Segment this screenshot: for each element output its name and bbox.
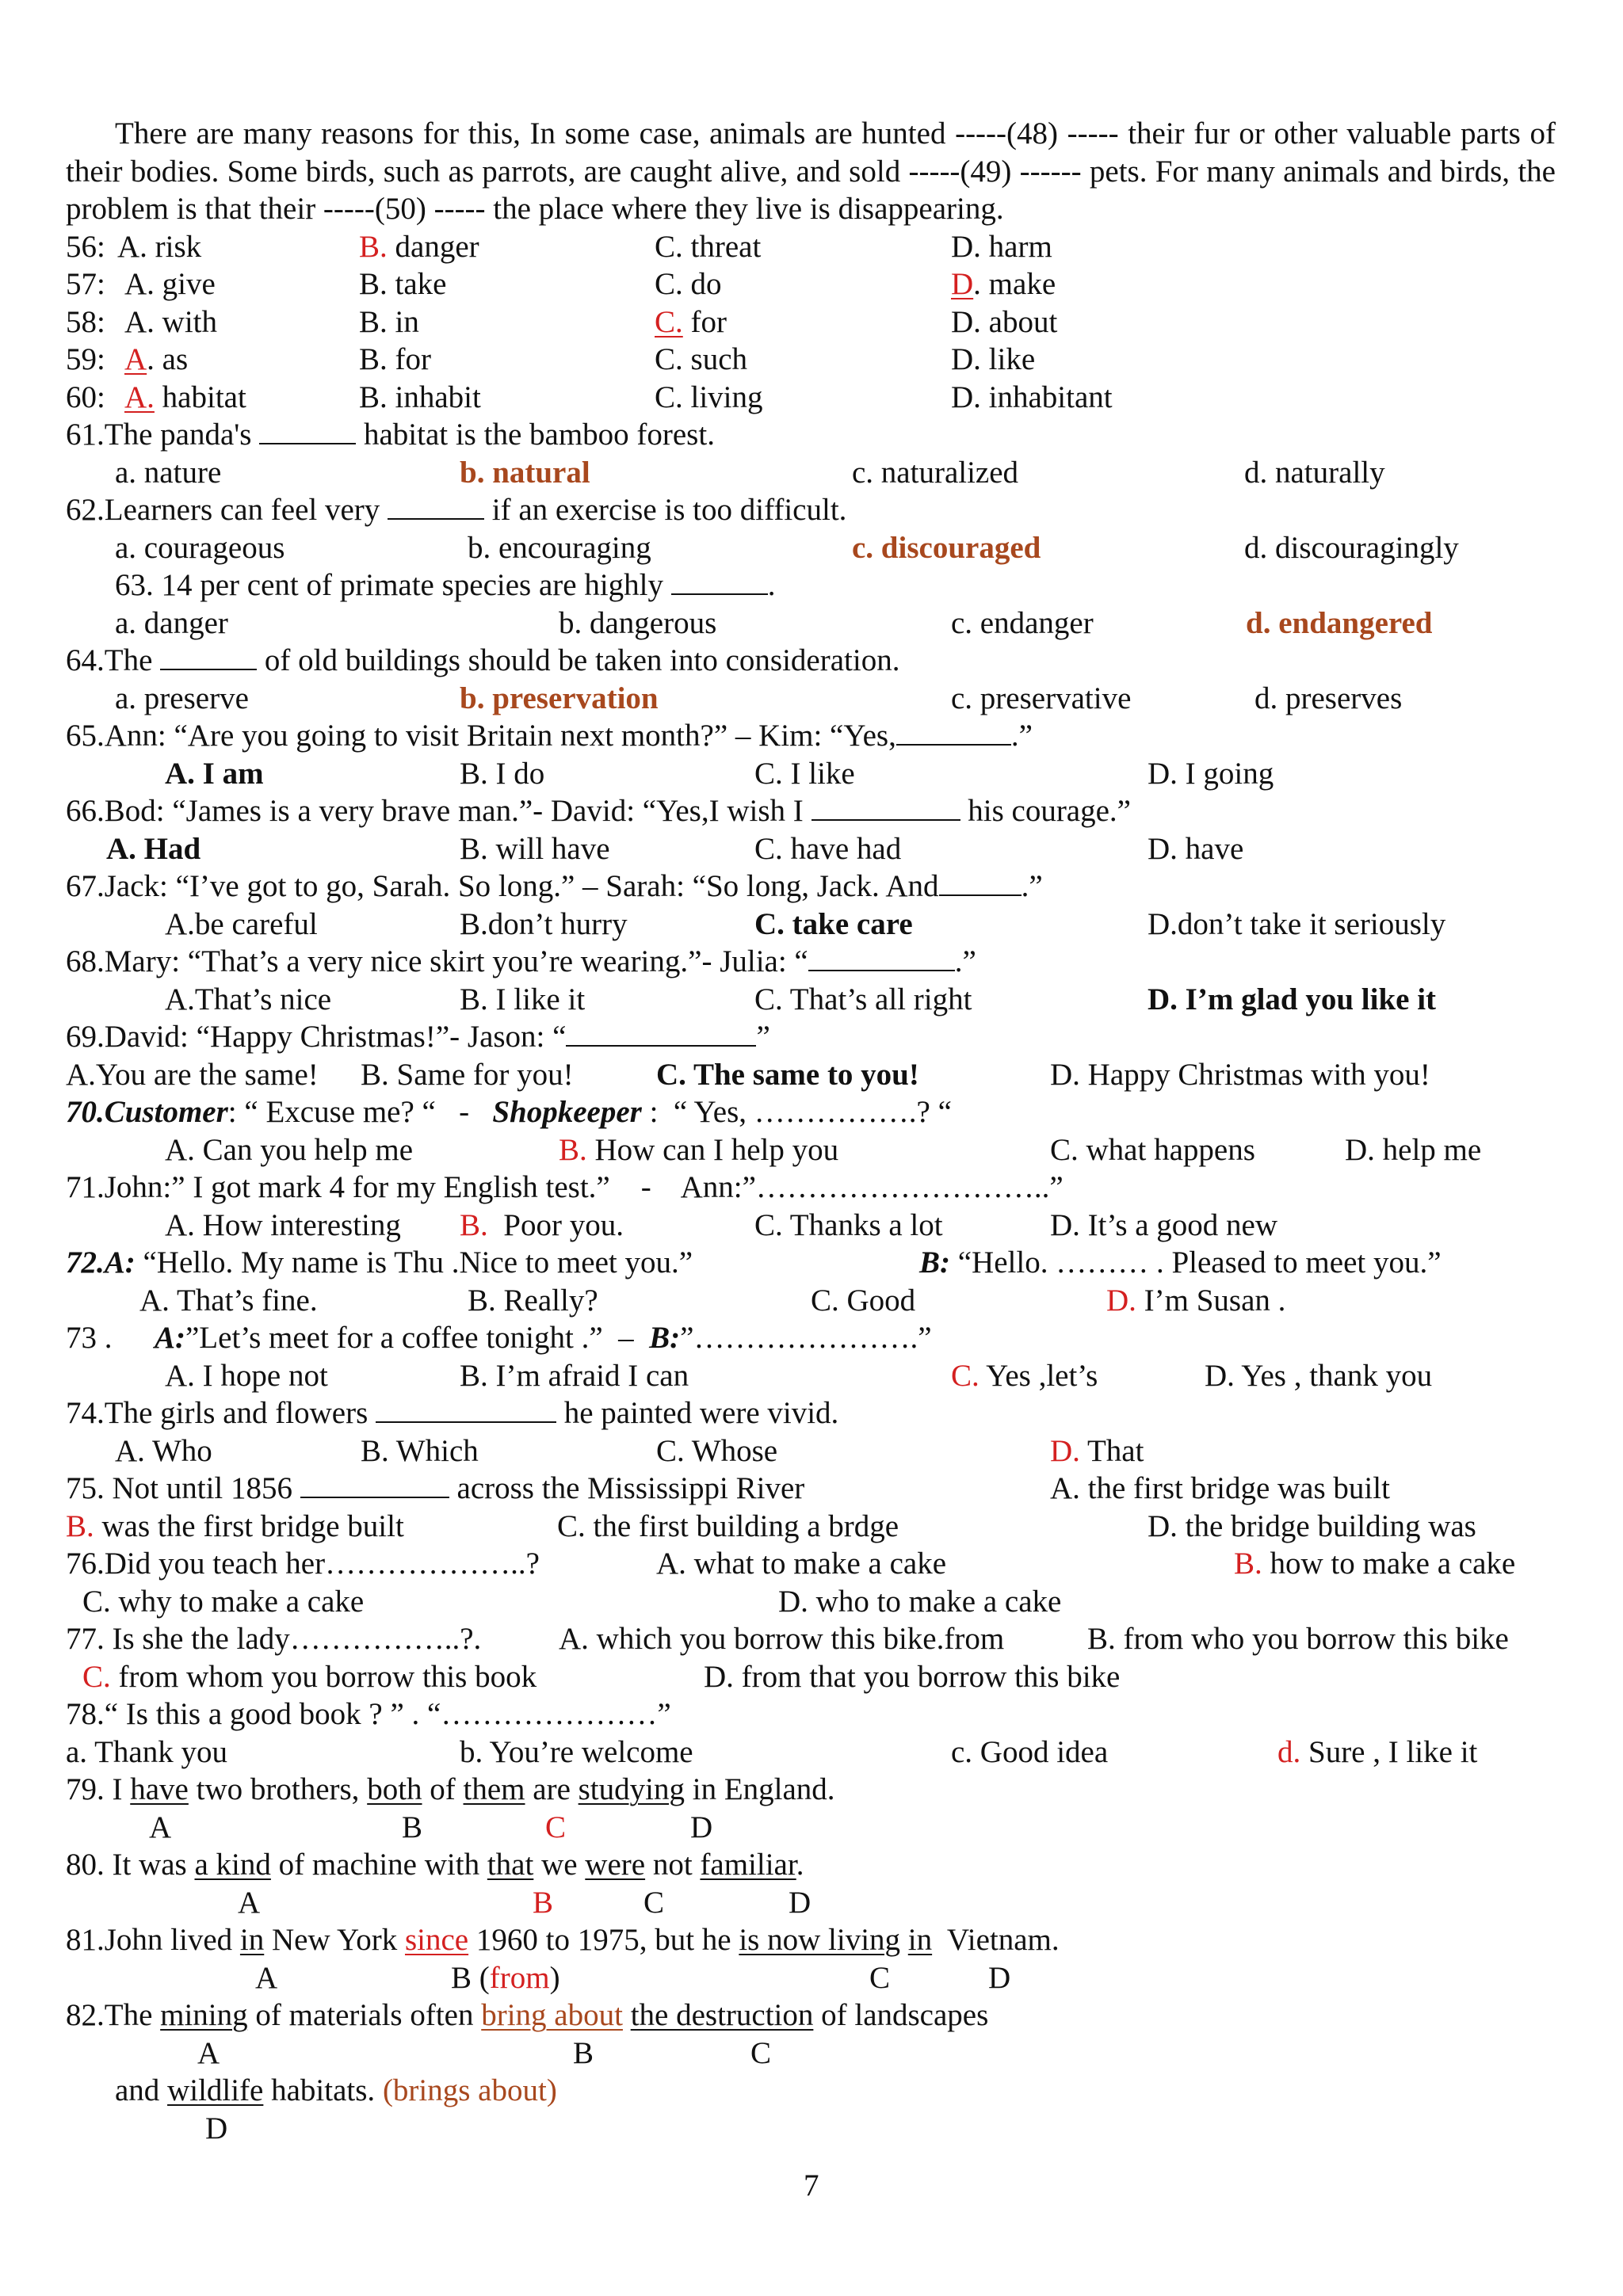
q81-label-c: C	[869, 1961, 891, 1995]
q80-sentence: 80. It was a kind of machine with that we were not familiar.	[66, 1848, 804, 1882]
q68-option-c: C. That’s all right	[754, 982, 972, 1016]
q64-option-c: c. preservative	[951, 681, 1132, 715]
q58-option-d: D. about	[951, 305, 1058, 339]
q78-option-b: b. You’re welcome	[460, 1735, 693, 1769]
q82-label-d: D	[205, 2111, 228, 2145]
q72-option-a: A. That’s fine.	[139, 1283, 318, 1318]
q61-question: 61.The panda's habitat is the bamboo forest.	[66, 418, 715, 452]
q60-option-d: D. inhabitant	[951, 380, 1113, 414]
q59-option-c: C. such	[655, 342, 747, 376]
q73-number: 73 .	[66, 1321, 113, 1355]
q62-option-d: d. discouragingly	[1244, 531, 1459, 565]
q61-option-d: d. naturally	[1244, 456, 1385, 490]
q61-option-a: a. nature	[115, 456, 222, 490]
q70-question: 70.Customer: “ Excuse me? “ - Shopkeeper : “ Yes, …………….? “	[66, 1095, 952, 1129]
q74-question: 74.The girls and flowers he painted were vivid.	[66, 1396, 839, 1430]
q77-option-a: A. which you borrow this bike.from	[559, 1622, 1005, 1656]
q58-option-a: A. with	[124, 305, 217, 339]
q67-option-d: D.don’t take it seriously	[1148, 907, 1446, 941]
q56-number: 56:	[66, 230, 105, 264]
q62-option-c: c. discouraged	[852, 531, 1041, 565]
q81-sentence: 81.John lived in New York since 1960 to 1975, but he is now living in Vietnam.	[66, 1923, 1060, 1957]
q66-option-d: D. have	[1148, 832, 1244, 866]
q70-option-d: D. help me	[1345, 1133, 1482, 1167]
q57-number: 57:	[66, 267, 105, 301]
q57-option-c: C. do	[655, 267, 722, 301]
q70-option-b: B. How can I help you	[559, 1133, 839, 1167]
q74-option-a: A. Who	[115, 1434, 212, 1468]
q77-option-b: B. from who you borrow this bike	[1087, 1622, 1509, 1656]
q77-option-d: D. from that you borrow this bike	[704, 1660, 1121, 1694]
q79-label-b: B	[402, 1810, 423, 1844]
q65-question: 65.Ann: “Are you going to visit Britain next month?” – Kim: “Yes, .”	[66, 719, 1033, 753]
q69-question: 69.David: “Happy Christmas!”- Jason: “ ”	[66, 1020, 770, 1054]
q63-option-d: d. endangered	[1246, 606, 1433, 640]
q80-label-a: A	[238, 1886, 261, 1920]
q68-option-b: B. I like it	[460, 982, 586, 1016]
q67-question: 67.Jack: “I’ve got to go, Sarah. So long.” – Sarah: “So long, Jack. And .”	[66, 869, 1043, 903]
q78-option-a: a. Thank you	[66, 1735, 227, 1769]
q57-option-b: B. take	[359, 267, 447, 301]
q63-option-b: b. dangerous	[559, 606, 717, 640]
q80-label-c: C	[643, 1886, 665, 1920]
q76-option-c: C. why to make a cake	[82, 1585, 365, 1619]
q60-option-c: C. living	[655, 380, 763, 414]
q59-option-b: B. for	[359, 342, 431, 376]
q65-option-d: D. I going	[1148, 757, 1274, 791]
q57-option-d: D. make	[951, 267, 1056, 301]
q79-label-d: D	[690, 1810, 713, 1844]
q77-option-c: C. from whom you borrow this book	[82, 1660, 537, 1694]
q71-option-a: A. How interesting	[165, 1208, 401, 1242]
q60-number: 60:	[66, 380, 105, 414]
q65-option-a: A. I am	[165, 757, 264, 791]
q72-option-d: D. I’m Susan .	[1106, 1283, 1286, 1318]
q58-number: 58:	[66, 305, 105, 339]
q56-option-d: D. harm	[951, 230, 1052, 264]
q62-option-b: b. encouraging	[468, 531, 651, 565]
q62-option-a: a. courageous	[115, 531, 285, 565]
q76-option-d: D. who to make a cake	[778, 1585, 1062, 1619]
q75-option-c: C. the first building a brdge	[557, 1509, 899, 1543]
q80-label-d: D	[789, 1886, 812, 1920]
q65-option-c: C. I like	[754, 757, 855, 791]
q66-option-b: B. will have	[460, 832, 610, 866]
q72-question-a: 72.A: “Hello. My name is Thu .Nice to meet you.”	[66, 1245, 693, 1280]
q58-option-b: B. in	[359, 305, 419, 339]
q72-option-c: C. Good	[811, 1283, 916, 1318]
q56-option-a: A. risk	[117, 230, 202, 264]
q71-option-c: C. Thanks a lot	[754, 1208, 943, 1242]
q82-label-c: C	[750, 2036, 772, 2070]
q70-option-a: A. Can you help me	[165, 1133, 414, 1167]
q81-label-a: A	[255, 1961, 278, 1995]
q64-question: 64.The of old buildings should be taken into consideration.	[66, 643, 900, 677]
q56-option-c: C. threat	[655, 230, 762, 264]
q76-option-a: A. what to make a cake	[656, 1547, 947, 1581]
q69-option-a: A.You are the same!	[66, 1058, 319, 1092]
q67-option-a: A.be careful	[165, 907, 318, 941]
q59-option-d: D. like	[951, 342, 1036, 376]
q67-option-b: B.don’t hurry	[460, 907, 628, 941]
q60-option-a: A. habitat	[124, 380, 246, 414]
q73-option-b: B. I’m afraid I can	[460, 1359, 689, 1393]
q77-question: 77. Is she the lady……………..?.	[66, 1622, 482, 1656]
q73-option-c: C. Yes ,let’s	[951, 1359, 1098, 1393]
q70-option-c: C. what happens	[1050, 1133, 1255, 1167]
q69-option-c: C. The same to you!	[656, 1058, 919, 1092]
q76-option-b: B. how to make a cake	[1234, 1547, 1516, 1581]
q64-option-a: a. preserve	[115, 681, 249, 715]
q82-sentence: 82.The mining of materials often bring about the destruction of landscapes	[66, 1998, 989, 2032]
q68-question: 68.Mary: “That’s a very nice skirt you’re wearing.”- Julia: “ .”	[66, 944, 976, 978]
q66-question: 66.Bod: “James is a very brave man.”- David: “Yes,I wish I his courage.”	[66, 794, 1131, 828]
q73-option-d: D. Yes , thank you	[1205, 1359, 1433, 1393]
q79-label-a: A	[149, 1810, 172, 1844]
q64-option-b: b. preservation	[460, 681, 659, 715]
q63-option-c: c. endanger	[951, 606, 1094, 640]
page-number: 7	[804, 2168, 819, 2203]
reading-passage: There are many reasons for this, In some case, animals are hunted -----(48) ----- their fur or other valuable parts of their bodies. Some birds, such as parrots, are caught alive, and sold -----(49) ------ pets. For many animals and birds, the problem is that their -----(50) ----- the place where they live is disappearing.	[66, 116, 1556, 226]
q73-question: A:”Let’s meet for a coffee tonight .” – B:”………………….”	[155, 1321, 932, 1355]
q63-option-a: a. danger	[115, 606, 228, 640]
q61-option-c: c. naturalized	[852, 456, 1019, 490]
q65-option-b: B. I do	[460, 757, 545, 791]
q57-option-a: A. give	[124, 267, 216, 301]
q75-option-a: A. the first bridge was built	[1050, 1471, 1390, 1505]
q79-label-c: C	[545, 1810, 567, 1844]
q74-option-b: B. Which	[361, 1434, 479, 1468]
q71-option-b: B. Poor you.	[460, 1208, 624, 1242]
q75-option-d: D. the bridge building was	[1148, 1509, 1476, 1543]
q61-option-b: b. natural	[460, 456, 590, 490]
q68-option-a: A.That’s nice	[165, 982, 332, 1016]
q58-option-c: C. for	[655, 305, 727, 339]
q63-question: 63. 14 per cent of primate species are highly .	[115, 568, 776, 602]
q78-option-c: c. Good idea	[951, 1735, 1109, 1769]
q64-option-d: d. preserves	[1254, 681, 1403, 715]
q78-question: 78.“ Is this a good book ? ” . “…………………”	[66, 1697, 671, 1731]
q79-sentence: 79. I have two brothers, both of them are studying in England.	[66, 1772, 835, 1806]
q59-option-a: A. as	[124, 342, 189, 376]
q60-option-b: B. inhabit	[359, 380, 481, 414]
q78-option-d: d. Sure , I like it	[1277, 1735, 1478, 1769]
q56-option-b: B. danger	[359, 230, 479, 264]
q73-option-a: A. I hope not	[165, 1359, 328, 1393]
q69-option-d: D. Happy Christmas with you!	[1050, 1058, 1430, 1092]
q82-label-a: A	[197, 2036, 220, 2070]
q76-question: 76.Did you teach her………………..?	[66, 1547, 540, 1581]
q59-number: 59:	[66, 342, 105, 376]
q74-option-c: C. Whose	[656, 1434, 778, 1468]
q62-question: 62.Learners can feel very if an exercise is too difficult.	[66, 493, 847, 527]
q66-option-c: C. have had	[754, 832, 902, 866]
q75-option-b: B. was the first bridge built	[66, 1509, 404, 1543]
q72-question-b: B: “Hello. ……… . Pleased to meet you.”	[919, 1245, 1442, 1280]
q82-sentence-continued: and wildlife habitats. (brings about)	[115, 2073, 557, 2107]
q82-label-b: B	[573, 2036, 594, 2070]
q68-option-d: D. I’m glad you like it	[1148, 982, 1437, 1016]
q69-option-b: B. Same for you!	[361, 1058, 574, 1092]
q67-option-c: C. take care	[754, 907, 913, 941]
q72-option-b: B. Really?	[468, 1283, 598, 1318]
q81-label-b: B (from)	[451, 1961, 560, 1995]
q71-option-d: D. It’s a good new	[1050, 1208, 1278, 1242]
q71-question: 71.John:” I got mark 4 for my English test.” - Ann:”………………………..”	[66, 1170, 1064, 1204]
q81-label-d: D	[988, 1961, 1011, 1995]
q74-option-d: D. That	[1050, 1434, 1144, 1468]
q66-option-a: A. Had	[106, 832, 201, 866]
q80-label-b: B	[533, 1886, 554, 1920]
q75-question: 75. Not until 1856 across the Mississippi River	[66, 1471, 805, 1505]
